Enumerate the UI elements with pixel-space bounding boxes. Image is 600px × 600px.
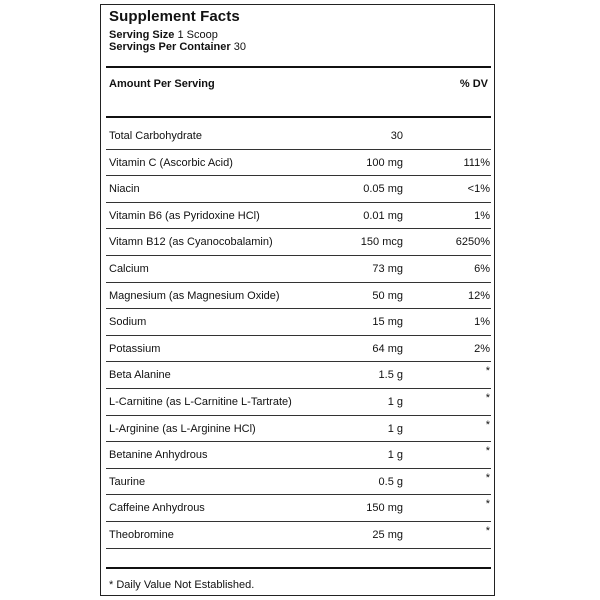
panel-title: Supplement Facts [109, 8, 240, 25]
nutrient-row [106, 309, 491, 336]
nutrient-amount: 0.01 mg [363, 209, 403, 222]
nutrient-name: Niacin [109, 183, 140, 196]
nutrient-daily-value: * [485, 498, 490, 511]
nutrient-name: Taurine [109, 475, 146, 488]
nutrient-amount: 1 g [387, 395, 403, 408]
serving-info [109, 29, 246, 53]
nutrient-daily-value: 2% [474, 342, 490, 355]
servings-per-container-label: Servings Per Container [109, 41, 231, 53]
nutrient-name: Caffeine Anhydrous [109, 502, 205, 515]
nutrient-row [106, 150, 491, 177]
nutrient-daily-value: 12% [467, 289, 490, 302]
nutrient-row [106, 229, 491, 256]
nutrient-daily-value: * [485, 524, 490, 537]
servings-per-container-line [109, 41, 246, 53]
nutrient-name: Beta Alanine [109, 369, 171, 382]
nutrient-amount: 30 [390, 130, 403, 142]
nutrient-name: Theobromine [109, 528, 174, 541]
nutrient-amount: 100 mg [366, 156, 403, 169]
nutrient-amount: 0.5 g [378, 475, 403, 488]
nutrient-daily-value: * [485, 391, 490, 404]
nutrient-row [106, 495, 491, 522]
amount-per-serving-header: Amount Per Serving [109, 78, 215, 90]
nutrient-daily-value: * [485, 471, 490, 484]
nutrient-daily-value: 6250% [455, 236, 490, 249]
nutrient-amount: 1.5 g [378, 369, 403, 382]
nutrient-row [106, 362, 491, 389]
nutrient-daily-value: 6% [474, 262, 490, 275]
nutrient-daily-value: 1% [474, 316, 490, 329]
nutrient-daily-value: 111% [463, 156, 490, 169]
nutrient-daily-value: * [485, 365, 490, 378]
nutrient-name: Potassium [109, 342, 161, 355]
daily-value-header: % DV [459, 78, 488, 90]
footnote: * Daily Value Not Established. [109, 579, 255, 591]
nutrient-name: Sodium [109, 316, 147, 329]
nutrient-row [106, 336, 491, 363]
thick-divider-middle [106, 116, 491, 118]
nutrient-amount: 15 mg [372, 316, 403, 329]
nutrient-table [106, 123, 491, 549]
servings-per-container-value: 30 [233, 41, 246, 53]
nutrient-amount: 0.05 mg [363, 183, 403, 196]
nutrient-row [106, 442, 491, 469]
nutrient-name: Betanine Anhydrous [109, 449, 208, 462]
nutrient-row [106, 176, 491, 203]
nutrient-amount: 25 mg [372, 528, 403, 541]
supplement-facts-panel [100, 4, 495, 596]
serving-size-label: Serving Size [109, 29, 175, 41]
nutrient-name: Magnesium (as Magnesium Oxide) [109, 289, 280, 302]
nutrient-amount: 50 mg [372, 289, 403, 302]
nutrient-row [106, 522, 491, 549]
nutrient-amount: 150 mg [366, 502, 403, 515]
nutrient-name: Total Carbohydrate [109, 130, 202, 142]
nutrient-daily-value: 1% [474, 209, 490, 222]
nutrient-name: Vitamin B6 (as Pyridoxine HCl) [109, 209, 260, 222]
nutrient-name: Vitamin C (Ascorbic Acid) [109, 156, 233, 169]
nutrient-amount: 73 mg [372, 262, 403, 275]
serving-size-line [109, 29, 246, 41]
serving-size-value: 1 Scoop [177, 29, 218, 41]
nutrient-row [106, 416, 491, 443]
nutrient-name: Vitamn B12 (as Cyanocobalamin) [109, 236, 273, 249]
nutrient-amount: 64 mg [372, 342, 403, 355]
nutrient-amount: 1 g [387, 422, 403, 435]
nutrient-amount: 1 g [387, 449, 403, 462]
nutrient-row [106, 389, 491, 416]
nutrient-name: Calcium [109, 262, 149, 275]
nutrient-row [106, 469, 491, 496]
thick-divider-bottom [106, 567, 491, 569]
nutrient-name: L-Carnitine (as L-Carnitine L-Tartrate) [109, 395, 292, 408]
nutrient-daily-value: * [485, 418, 490, 431]
nutrient-name: L-Arginine (as L-Arginine HCl) [109, 422, 256, 435]
nutrient-row [106, 123, 491, 150]
nutrient-row [106, 203, 491, 230]
nutrient-row [106, 256, 491, 283]
nutrient-row [106, 283, 491, 310]
thick-divider-top [106, 66, 491, 68]
nutrient-daily-value: * [485, 445, 490, 458]
nutrient-daily-value: <1% [467, 183, 490, 196]
nutrient-amount: 150 mcg [360, 236, 403, 249]
